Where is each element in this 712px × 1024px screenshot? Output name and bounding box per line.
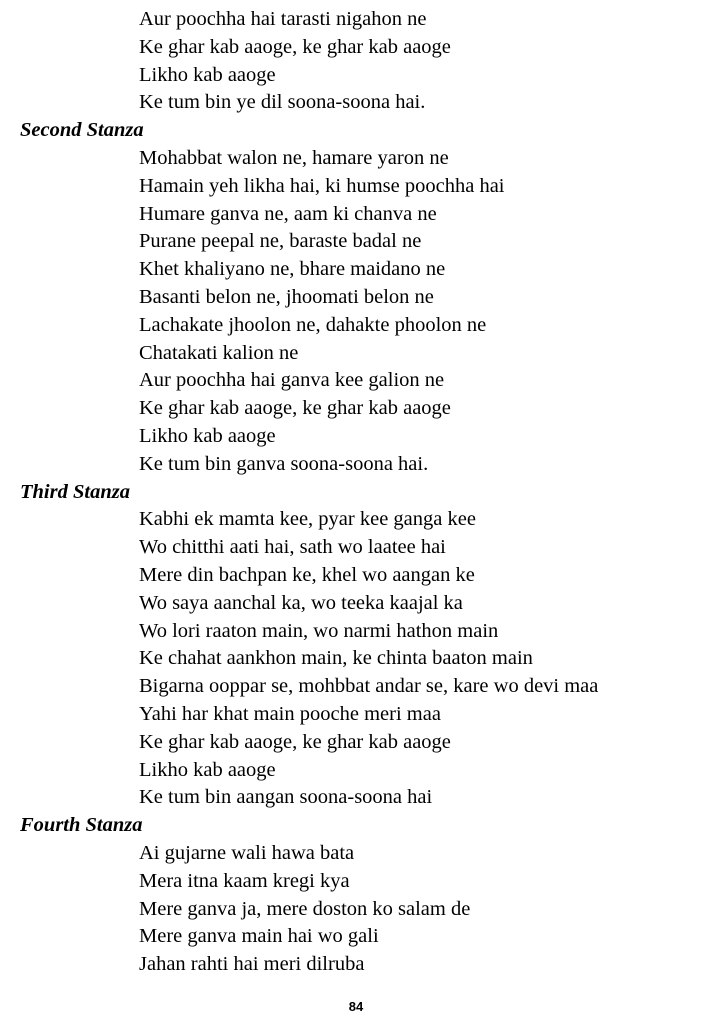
- verse-line: Wo saya aanchal ka, wo teeka kaajal ka: [139, 591, 463, 614]
- verse-line: Ke ghar kab aaoge, ke ghar kab aaoge: [139, 35, 451, 58]
- verse-line: Ke ghar kab aaoge, ke ghar kab aaoge: [139, 730, 451, 753]
- verse-line: Mohabbat walon ne, hamare yaron ne: [139, 146, 449, 169]
- verse-line: Ke tum bin ganva soona-soona hai.: [139, 452, 429, 475]
- verse-line: Wo lori raaton main, wo narmi hathon main: [139, 619, 499, 642]
- verse-line: Aur poochha hai tarasti nigahon ne: [139, 8, 427, 30]
- verse-line: Ke chahat aankhon main, ke chinta baaton main: [139, 647, 533, 670]
- verse-line: Ke tum bin ye dil soona-soona hai.: [139, 91, 426, 114]
- verse-line: Khet khaliyano ne, bhare maidano ne: [139, 258, 446, 281]
- third-stanza: [0, 479, 712, 813]
- verse-line: Yahi har khat main pooche meri maa: [139, 702, 441, 725]
- intro-stanza: [0, 6, 712, 117]
- verse-line: Mere ganva main hai wo gali: [139, 925, 379, 948]
- verse-line: Wo chitthi aati hai, sath wo laatee hai: [139, 536, 446, 559]
- verse-line: Kabhi ek mamta kee, pyar kee ganga kee: [139, 508, 476, 531]
- fourth-stanza: [0, 812, 712, 979]
- verse-line: Bigarna ooppar se, mohbbat andar se, kare wo devi maa: [139, 675, 599, 698]
- verse-line: Likho kab aaoge: [139, 424, 276, 447]
- verse-line: Mere din bachpan ke, khel wo aangan ke: [139, 563, 475, 586]
- verse-line: Aur poochha hai ganva kee galion ne: [139, 369, 445, 392]
- verse-line: Likho kab aaoge: [139, 63, 276, 86]
- stanza-heading: Second Stanza: [20, 119, 144, 142]
- verse-line: Ke tum bin aangan soona-soona hai: [139, 786, 433, 809]
- verse-line: Hamain yeh likha hai, ki humse poochha hai: [139, 174, 505, 197]
- verse-line: Likho kab aaoge: [139, 758, 276, 781]
- second-stanza: [0, 117, 712, 478]
- verse-line: Ke ghar kab aaoge, ke ghar kab aaoge: [139, 397, 451, 420]
- verse-line: Basanti belon ne, jhoomati belon ne: [139, 285, 434, 308]
- verse-line: Mere ganva ja, mere doston ko salam de: [139, 897, 471, 920]
- stanza-heading: Third Stanza: [20, 480, 130, 503]
- verse-line: Mera itna kaam kregi kya: [139, 869, 350, 892]
- stanza-heading: Fourth Stanza: [20, 814, 143, 837]
- verse-line: Ai gujarne wali hawa bata: [139, 841, 355, 864]
- verse-line: Humare ganva ne, aam ki chanva ne: [139, 202, 437, 225]
- verse-line: Chatakati kalion ne: [139, 341, 299, 364]
- page-number: 84: [348, 999, 364, 1014]
- lyrics-body: [0, 6, 712, 979]
- verse-line: Jahan rahti hai meri dilruba: [139, 953, 365, 976]
- verse-line: Lachakate jhoolon ne, dahakte phoolon ne: [139, 313, 487, 336]
- verse-line: Purane peepal ne, baraste badal ne: [139, 230, 422, 253]
